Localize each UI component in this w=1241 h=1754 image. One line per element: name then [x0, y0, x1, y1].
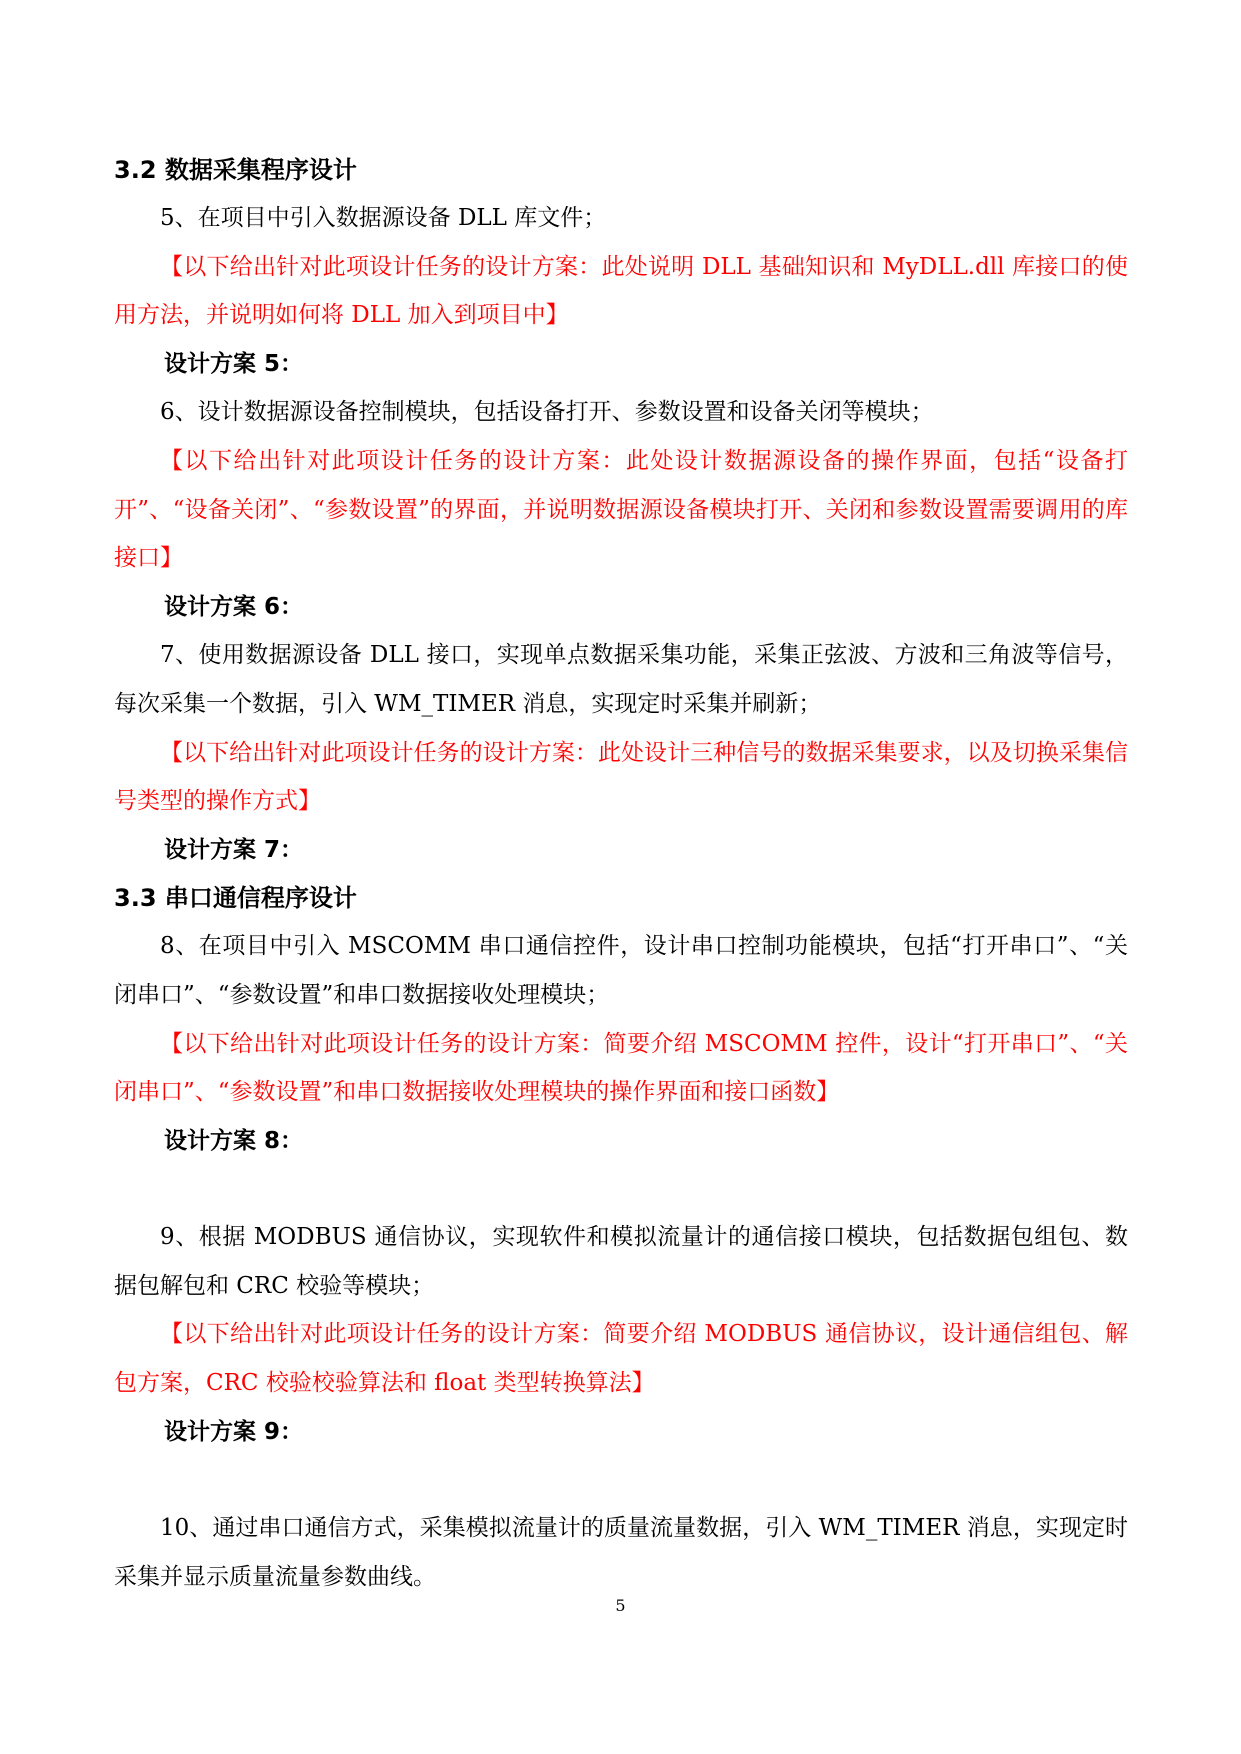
- page-content: [114, 146, 1128, 1601]
- design-scheme-9-label: 设计方案 9：: [164, 1418, 304, 1445]
- design-scheme-5-label: 设计方案 5：: [164, 350, 304, 377]
- task-8-text: 8、在项目中引入 MSCOMM 串口通信控件，设计串口控制功能模块，包括“打开串口”、“关闭串口”、“参数设置”和串口数据接收处理模块；: [114, 933, 1128, 1008]
- task-6-scheme-note: 【以下给出针对此项设计任务的设计方案：此处设计数据源设备的操作界面，包括“设备打开”、“设备关闭”、“参数设置”的界面，并说明数据源设备模块打开、关闭和参数设置需要调用的库接口】: [114, 447, 1128, 572]
- section-heading-3-3: 3.3 串口通信程序设计: [114, 884, 357, 913]
- task-8-scheme-note: 【以下给出针对此项设计任务的设计方案：简要介绍 MSCOMM 控件，设计“打开串口”、“关闭串口”、“参数设置”和串口数据接收处理模块的操作界面和接口函数】: [114, 1030, 1128, 1106]
- task-10-text: 10、通过串口通信方式，采集模拟流量计的质量流量数据，引入 WM_TIMER 消息，实现定时采集并显示质量流量参数曲线。: [114, 1515, 1128, 1590]
- task-7-text: 7、使用数据源设备 DLL 接口，实现单点数据采集功能，采集正弦波、方波和三角波等信号，每次采集一个数据，引入 WM_TIMER 消息，实现定时采集并刷新；: [114, 642, 1128, 717]
- section-heading-3-2: 3.2 数据采集程序设计: [114, 156, 357, 184]
- task-6-text: 6、设计数据源设备控制模块，包括设备打开、参数设置和设备关闭等模块；: [160, 399, 934, 426]
- design-scheme-8-label: 设计方案 8：: [164, 1127, 304, 1154]
- task-5-scheme-note: 【以下给出针对此项设计任务的设计方案：此处说明 DLL 基础知识和 MyDLL.dll 库接口的使用方法，并说明如何将 DLL 加入到项目中】: [114, 253, 1128, 329]
- task-9-text: 9、根据 MODBUS 通信协议，实现软件和模拟流量计的通信接口模块，包括数据包组包、数据包解包和 CRC 校验等模块；: [114, 1224, 1128, 1299]
- blank-space: [114, 1165, 1128, 1213]
- task-7-scheme-note: 【以下给出针对此项设计任务的设计方案：此处设计三种信号的数据采集要求，以及切换采集信号类型的操作方式】: [114, 739, 1128, 815]
- page-number: 5: [615, 1596, 626, 1615]
- design-scheme-7-label: 设计方案 7：: [164, 836, 304, 863]
- task-9-scheme-note: 【以下给出针对此项设计任务的设计方案：简要介绍 MODBUS 通信协议，设计通信组包、解包方案，CRC 校验校验算法和 float 类型转换算法】: [114, 1321, 1128, 1397]
- design-scheme-6-label: 设计方案 6：: [164, 593, 304, 620]
- task-5-text: 5、在项目中引入数据源设备 DLL 库文件；: [160, 205, 607, 231]
- blank-space: [114, 1456, 1128, 1504]
